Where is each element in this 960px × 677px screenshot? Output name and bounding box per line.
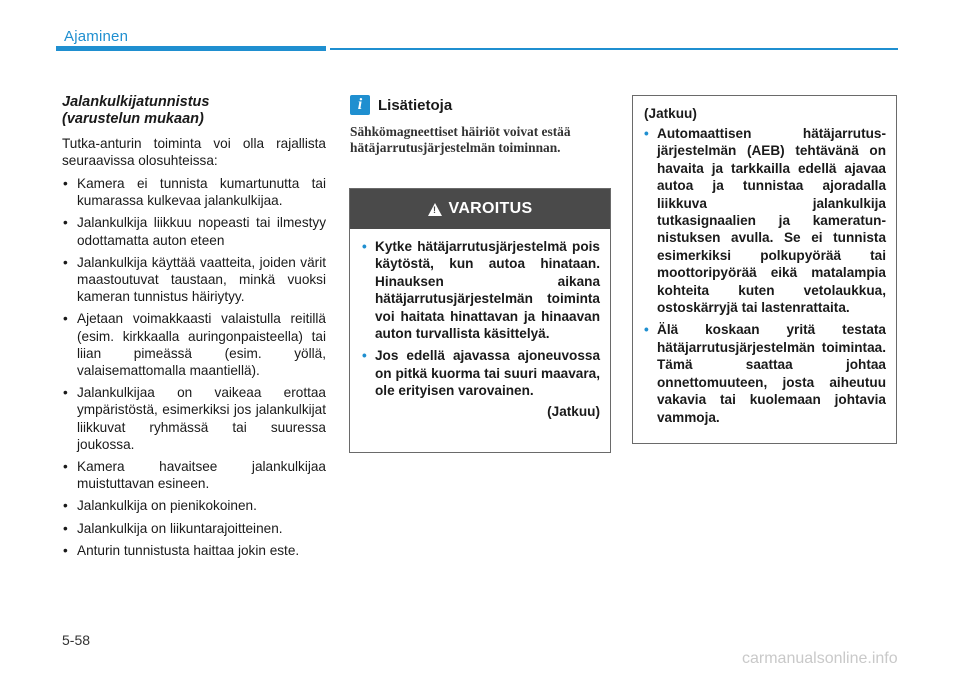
list-item-text: Kamera ei tunnista kumartunutta tai kumarassa kulkevaa jalankulkijaa. [77, 176, 326, 209]
warning-header [350, 189, 610, 229]
continued-warning-box [632, 95, 897, 444]
subheading [62, 94, 326, 128]
info-icon: i [350, 95, 370, 115]
warning-body [350, 229, 610, 420]
continued-item-text: Automaattisen hätäjarrutusjärjestelmän (AEB) tehtävänä on havaita ja tarkkailla edellä ajavaa autoa ja tunnistaa ajoradalla liikkuva jalankulkija tutkasignaalien ja kameratunnistuksen avulla. Se ei tunnista esimerkiksi polkupyörää tai moottoripyörää eikä matalampia kohteita kuten vetolaukkua, ostoskärryjä tai lastenrattaita. [657, 126, 886, 316]
section-title: Ajaminen [64, 28, 129, 45]
list-item-text: Ajetaan voimakkaasti valaistulla reitillä (esim. kirkkaalla auringonpaisteella) tai liian pimeässä (esim. yöllä, valaisemattomalla maantiellä). [77, 311, 326, 379]
warning-box [349, 188, 611, 453]
warning-list [362, 238, 600, 400]
list-item-text: Jalankulkija on pienikokoinen. [77, 498, 257, 514]
continued-item-text: Älä koskaan yritä testata hätäjarrutusjärjestelmän toimintaa. Tämä saattaa johtaa onnettomuuteen, josta aiheutuu vakavia tai kuolemaan johtavia vammoja. [657, 322, 886, 425]
list-item: • Jalankulkija käyttää vaatteita, joiden värit maastoutuvat taustaan, minkä vuoksi kameran tunnistus häiriytyy. [63, 254, 326, 305]
subheading-line-2: (varustelun mukaan) [62, 111, 204, 127]
warning-item-text: Jos edellä ajavassa ajoneuvossa on pitkä kuorma tai suuri maavara, ole erityisen varovainen. [375, 348, 600, 399]
page-number: 5-58 [62, 632, 91, 648]
list-item: • Jalankulkija on liikuntarajoitteinen. [63, 520, 283, 536]
left-column [62, 94, 326, 564]
subheading-line-1: Jalankulkijatunnistus [62, 94, 210, 110]
info-text: Sähkömagneettiset häiriöt voivat estää hätäjarrutusjärjestelmän toiminnan. [350, 124, 571, 155]
list-item-text: Anturin tunnistusta haittaa jokin este. [77, 542, 300, 558]
warning-item: • Kytke hätäjarrutusjärjestelmä pois käytöstä, kun autoa hinataan. Hinauksen aikana hätäjarrutusjärjestelmän toiminta voi haitata hinattavan ja hinaavan auton turvallista käsittelyä. [362, 239, 600, 342]
continued-item: • Älä koskaan yritä testata hätäjarrutusjärjestelmän toimintaa. Tämä saattaa johtaa onnettomuuteen, josta aiheutuu vakavia tai kuolemaan johtavia vammoja. [644, 322, 886, 425]
list-item: • Jalankulkijaa on vaikeaa erottaa ympäristöstä, esimerkiksi jos jalankulkijat liikkuvat ryhmässä tai suuressa joukossa. [63, 385, 326, 452]
list-item-text: Jalankulkija käyttää vaatteita, joiden värit maastoutuvat taustaan, minkä vuoksi kameran tunnistus häiriytyy. [77, 254, 326, 305]
list-item: • Kamera havaitsee jalankulkijaa muistuttavan esineen. [63, 459, 326, 492]
list-item-text: Kamera havaitsee jalankulkijaa muistuttavan esineen. [77, 459, 326, 492]
list-item-text: Jalankulkijaa on vaikeaa erottaa ympäristöstä, esimerkiksi jos jalankulkijat liikkuvat ryhmässä tai suuressa joukossa. [77, 385, 326, 452]
list-item: • Jalankulkija liikkuu nopeasti tai ilmestyy odottamatta auton eteen [63, 215, 326, 248]
header-rule-thick [56, 46, 326, 51]
continued-list [644, 125, 886, 426]
intro-paragraph: Tutka-anturin toiminta voi olla rajallista seuraavissa olosuhteissa: [62, 136, 326, 168]
list-item-text: Jalankulkija on liikuntarajoitteinen. [77, 520, 283, 536]
header-rule-thin [330, 48, 898, 50]
warning-item-text: Kytke hätäjarrutusjärjestelmä pois käytöstä, kun autoa hinataan. Hinauksen aikana hätäjarrutusjärjestelmän toiminta voi haitata hinattavan ja hinaavan auton turvallista käsittelyä. [375, 239, 600, 342]
list-item: • Ajetaan voimakkaasti valaistulla reitillä (esim. kirkkaalla auringonpaisteella) tai liian pimeässä (esim. yöllä, valaisemattomalla maantiellä). [63, 311, 326, 379]
list-item-text: Jalankulkija liikkuu nopeasti tai ilmestyy odottamatta auton eteen [77, 215, 326, 248]
warning-item: • Jos edellä ajavassa ajoneuvossa on pitkä kuorma tai suuri maavara, ole erityisen varovainen. [362, 348, 600, 399]
list-item: • Anturin tunnistusta haittaa jokin este. [63, 542, 300, 558]
info-heading [350, 95, 452, 115]
conditions-list [62, 175, 326, 559]
watermark: carmanualsonline.info [742, 650, 898, 667]
info-title: Lisätietoja [378, 96, 453, 114]
continued-heading: (Jatkuu) [644, 106, 697, 121]
warning-title: VAROITUS [448, 200, 533, 217]
list-item: • Kamera ei tunnista kumartunutta tai kumarassa kulkevaa jalankulkijaa. [63, 176, 326, 209]
warning-triangle-icon: ! [428, 203, 442, 216]
continued-item: • Automaattisen hätäjarrutusjärjestelmän (AEB) tehtävänä on havaita ja tarkkailla edellä ajavaa autoa ja tunnistaa ajoradalla liikkuva jalankulkija tutkasignaalien ja kameratunnistuksen avulla. Se ei tunnista esimerkiksi polkupyörää tai moottoripyörää eikä matalampia kohteita kuten vetolaukkua, ostoskärryjä tai lastenrattaita. [644, 126, 886, 316]
list-item: • Jalankulkija on pienikokoinen. [63, 498, 257, 514]
warning-continued: (Jatkuu) [547, 403, 600, 419]
